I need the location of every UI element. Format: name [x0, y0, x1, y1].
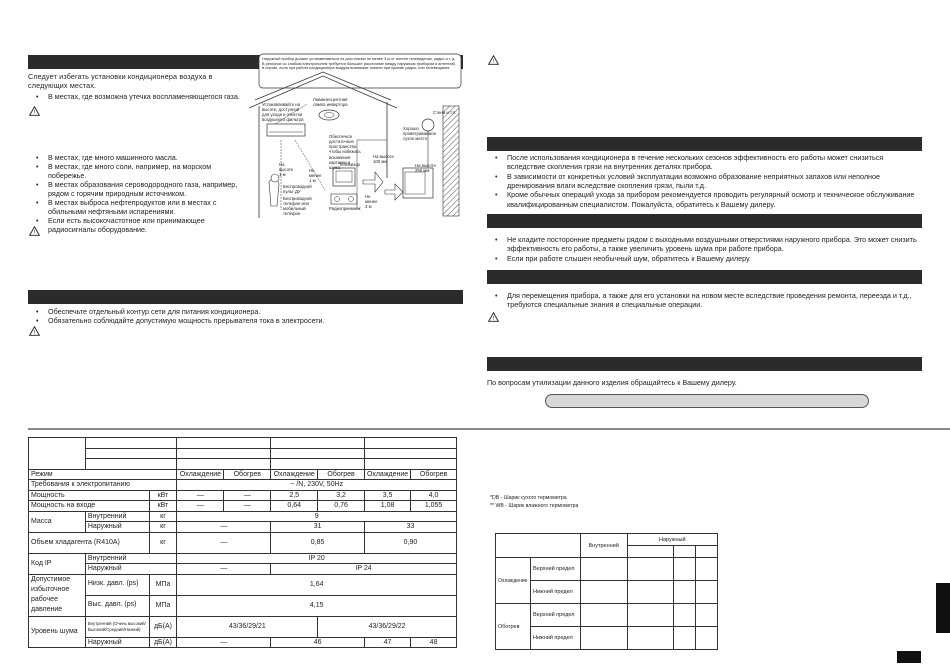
warning-icon	[488, 312, 499, 322]
note-wb: ** WB - Шарик влажного термометра	[490, 503, 579, 509]
installation-diagram	[245, 50, 463, 222]
header-row-empty	[29, 438, 457, 449]
diagram-box-text: Наружный прибор должен устанавливаться на расстоянии не менее 3 м от антенн телевидения, радио и т. д. В регионах со слабым электрополем требуется большее расстояние между наружным прибором и антенной, в случае, если при работе кондиционера воздуха возникают помехи при приеме радио- или телевещания.	[262, 57, 456, 71]
diagram-label: На высоте 100 мм	[373, 154, 394, 165]
header-row-empty	[29, 448, 457, 459]
page-divider	[28, 428, 950, 430]
page-number-tab	[897, 651, 921, 663]
note-db: *DB - Шарик сухого термометра	[490, 495, 567, 501]
bullet-list-operation: • Не кладите посторонние предметы рядом с выходными воздушными отверстиями наружного прибора. Это может снизить эффективность его работы, а также увеличить уровень шума при работе прибора. • Если при работе слышен необычный шум, обратитесь к Вашему дилеру.	[495, 235, 917, 263]
avoid-paragraph: Следует избегать установки кондиционера воздуха в следующих местах.	[28, 72, 213, 90]
diagram-label: На высоте 250 мм	[415, 163, 436, 174]
diagram-label: Стена и т.п.	[433, 110, 457, 115]
table-row: Требования к электропитанию ~ /N, 230V, 50Hz	[29, 480, 457, 491]
section-bar-electrical	[28, 290, 463, 304]
diagram-label: Телевизор	[339, 162, 360, 167]
diagram-label: На высоте 1 м	[279, 162, 294, 178]
table-row: Наружный — IP 24	[29, 564, 457, 575]
disposal-text: По вопросам утилизации данного изделия обращайтесь к Вашему дилеру.	[487, 378, 737, 387]
diagram-label: Устанавливайте на высоте, доступной для ухода и очистки воздушного фильтра	[262, 102, 304, 123]
diagram-label: Люминесцентная лампа инвертора	[313, 97, 348, 108]
section-bar-maintenance	[487, 137, 922, 151]
table-row: Выс. давл. (ps) МПа 4,15	[29, 595, 457, 616]
section-bar-relocation	[487, 270, 922, 284]
spec-table	[28, 437, 457, 648]
table-row: Мощность на входе кВт — — 0,64 0,76 1,08 1,055	[29, 501, 457, 512]
operating-limits-table: Внутренний Наружный Охлаждение Верхний предел Нижний предел Обогрев Верхний предел Нижний предел	[495, 533, 718, 650]
table-row: Код IP Внутренний IP 20	[29, 553, 457, 564]
header-row-empty	[29, 459, 457, 470]
svg-text:!: !	[33, 110, 36, 116]
disposal-box	[545, 394, 869, 408]
svg-text:!: !	[33, 230, 36, 236]
svg-text:!: !	[33, 330, 36, 336]
table-row: Режим Охлаждение Обогрев Охлаждение Обогрев Охлаждение Обогрев	[29, 469, 457, 480]
table-row: Объем хладагента (R410A) кг — 0,85 0,90	[29, 532, 457, 553]
diagram-label: Беспроводной телефон или мобильный телефон	[283, 196, 312, 217]
svg-text:!: !	[492, 59, 495, 65]
diagram-label: Не менее 3 м	[365, 194, 378, 210]
table-row: Масса Внутренний кг 9	[29, 511, 457, 522]
bullet-list-places: • В местах, где много машинного масла. • В местах, где много соли, например, на морском побережье. • В местах образования сероводородного газа, например, рядом с горячим природным источником. • В местах выброса нефтепродуктов или в местах с обильными нефтяными испарениями. • Если есть высокочастотное или принимающее радиосигналы оборудование.	[36, 153, 238, 234]
warning-icon	[29, 326, 40, 336]
diagram-label: Обеспечьте достаточное пространство, чтобы избежать искажения картинки и шума.	[329, 134, 361, 170]
bullet-list-maintenance: • После использования кондиционера в течение нескольких сезонов эффективность его работы может снизиться вследствие скопления грязи на внутренних деталях прибора. • В зависимости от конкретных условий эксплуатации возможно образование неприятных запахов или неполное дренирования влаги вследствие скопления грязи, пыли т.д. • Кроме обычных операций ухода за прибором рекомендуется проводить регулярный осмотр и техническое обслуживание квалифицированным специалистом. Пожалуйста, обратитесь к Вашему дилеру.	[495, 153, 915, 209]
section-bar-disposal	[487, 357, 922, 371]
bullet-list-electrical: • Обеспечьте отдельный контур сети для питания кондиционера. • Обязательно соблюдайте допустимую мощность прерывателя тока в электросети.	[36, 307, 325, 325]
table-row: Наружный дБ(A) — 46 47 48	[29, 637, 457, 648]
svg-text:!: !	[492, 316, 495, 322]
warning-icon	[29, 106, 40, 116]
table-row: Наружный кг — 31 33	[29, 522, 457, 533]
section-bar-operation	[487, 214, 922, 228]
diagram-label: Радиоприемник	[329, 206, 361, 211]
warning-icon	[29, 226, 40, 236]
table-row: Мощность кВт — — 2,5 3,2 3,5 4,0	[29, 490, 457, 501]
diagram-label: Хорошо проветриваемое сухое место	[403, 126, 437, 142]
table-row: Допустимое избыточное рабочее давление Низк. давл. (ps) МПа 1,64	[29, 574, 457, 595]
diagram-label: Не менее 1 м	[309, 168, 322, 184]
side-tab	[936, 583, 950, 633]
bullet-list-relocation: • Для перемещения прибора, а также для его установки на новом месте вследствие проведения ремонта, переезда и т.д., требуются специальные знания и специальные операции.	[495, 291, 912, 310]
diagram-label: Беспроводной пульт ДУ	[283, 184, 312, 195]
table-row: Уровень шума Внутренний (Очень высокий/Высокий/Средний/Низкий) дБ(A) 43/36/29/21 43/36/29/22	[29, 616, 457, 637]
bullet-flammable-gas: • В местах, где возможна утечка воспламеняющегося газа.	[36, 92, 240, 101]
warning-icon	[488, 55, 499, 65]
